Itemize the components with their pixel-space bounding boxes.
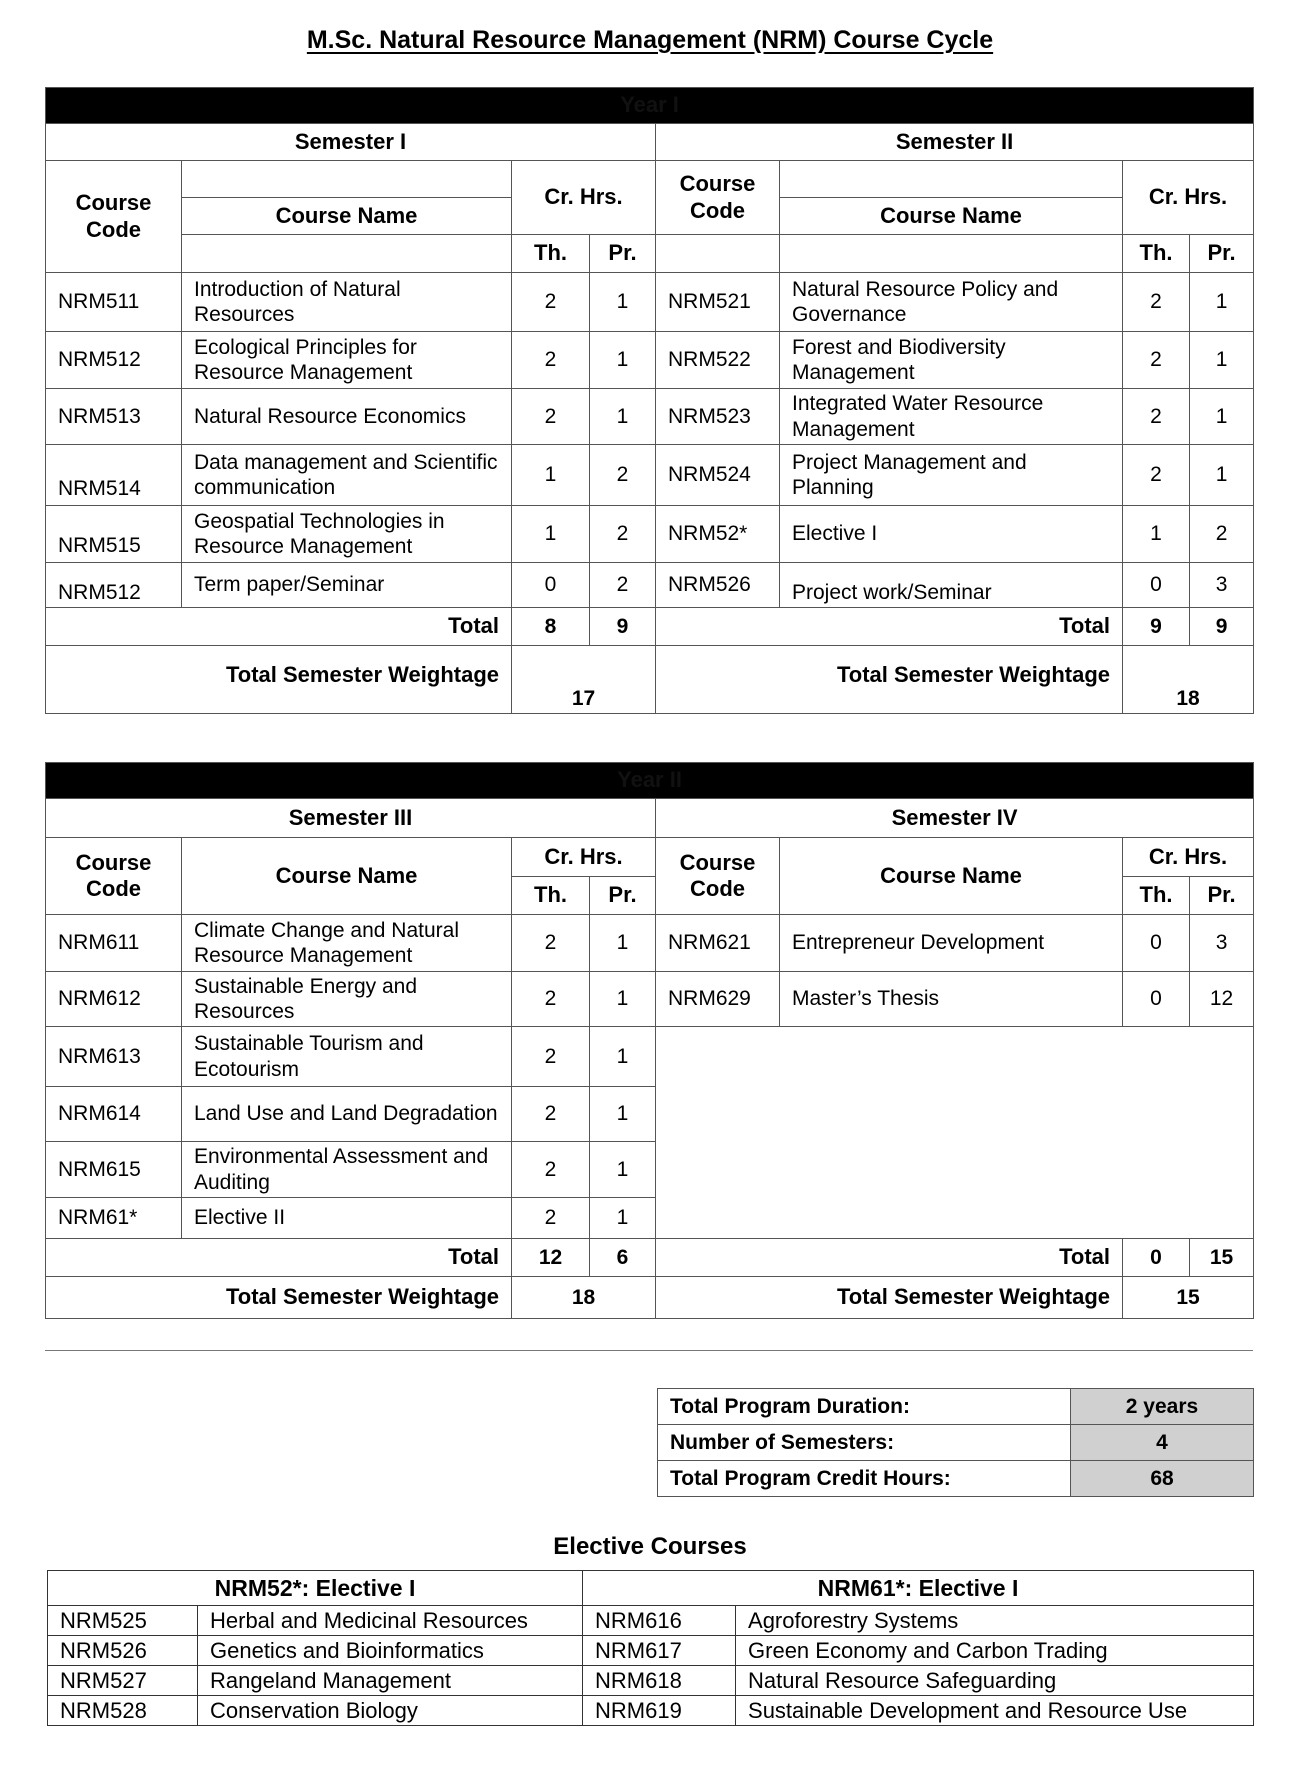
practical-hours: 1 <box>590 1027 656 1087</box>
total-label: Total <box>46 1239 512 1277</box>
weightage-value: 18 <box>512 1277 656 1319</box>
course-code: NRM528 <box>48 1696 198 1726</box>
cr-hrs-header: Cr. Hrs. <box>1123 161 1254 235</box>
total-theory: 12 <box>512 1239 590 1277</box>
theory-hours: 2 <box>512 1142 590 1198</box>
theory-hours: 2 <box>512 915 590 972</box>
course-name: Introduction of Natural Resources <box>182 273 512 332</box>
theory-hours: 1 <box>512 506 590 563</box>
theory-hours: 2 <box>1123 332 1190 389</box>
total-theory: 9 <box>1123 608 1190 646</box>
semester-title: Semester I <box>46 124 656 161</box>
empty-area <box>656 1027 1254 1239</box>
spacer <box>780 235 1123 273</box>
summary-value: 68 <box>1071 1461 1254 1497</box>
weightage-row <box>46 1277 1254 1319</box>
course-name: Project Management and Planning <box>780 445 1123 506</box>
cr-hrs-header: Cr. Hrs. <box>512 838 656 877</box>
weightage-row <box>46 646 1254 714</box>
course-code-header: Course Code <box>656 838 780 915</box>
course-code: NRM514 <box>46 445 182 506</box>
practical-hours: 1 <box>590 915 656 972</box>
theory-hours: 0 <box>1123 563 1190 608</box>
theory-hours: 2 <box>1123 445 1190 506</box>
course-code: NRM527 <box>48 1666 198 1696</box>
course-name: Master’s Thesis <box>780 972 1123 1027</box>
course-name: Environmental Assessment and Auditing <box>182 1142 512 1198</box>
course-code: NRM522 <box>656 332 780 389</box>
table-row <box>48 1636 1254 1666</box>
practical-hours: 1 <box>1190 273 1254 332</box>
theory-hours: 2 <box>1123 389 1190 445</box>
weightage-label: Total Semester Weightage <box>656 646 1123 714</box>
weightage-value: 18 <box>1123 646 1254 714</box>
weightage-label: Total Semester Weightage <box>46 646 512 714</box>
total-label: Total <box>46 608 512 646</box>
course-code-header: Course Code <box>46 161 182 273</box>
weightage-label: Total Semester Weightage <box>656 1277 1123 1319</box>
practical-hours: 2 <box>590 445 656 506</box>
pr-header: Pr. <box>590 877 656 915</box>
course-code: NRM526 <box>48 1636 198 1666</box>
course-name: Rangeland Management <box>198 1666 583 1696</box>
course-code: NRM511 <box>46 273 182 332</box>
table-row <box>46 506 1254 563</box>
spacer <box>656 235 780 273</box>
course-name: Sustainable Development and Resource Use <box>736 1696 1254 1726</box>
summary-label: Total Program Duration: <box>658 1389 1071 1425</box>
practical-hours: 1 <box>590 332 656 389</box>
summary-row <box>658 1389 1254 1425</box>
spacer <box>182 161 512 198</box>
course-code: NRM615 <box>46 1142 182 1198</box>
total-practical: 15 <box>1190 1239 1254 1277</box>
course-name: Project work/Seminar <box>780 563 1123 608</box>
semester-title: Semester III <box>46 799 656 838</box>
th-header: Th. <box>512 877 590 915</box>
course-code: NRM616 <box>583 1606 736 1636</box>
summary-value: 4 <box>1071 1425 1254 1461</box>
course-name-header: Course Name <box>780 198 1123 235</box>
theory-hours: 1 <box>1123 506 1190 563</box>
course-code: NRM617 <box>583 1636 736 1666</box>
course-name: Natural Resource Policy and Governance <box>780 273 1123 332</box>
page-title: M.Sc. Natural Resource Management (NRM) Course Cycle <box>306 26 994 54</box>
course-name: Forest and Biodiversity Management <box>780 332 1123 389</box>
pr-header: Pr. <box>1190 877 1254 915</box>
year-2-table <box>45 762 1254 1319</box>
elective-courses-title: Elective Courses <box>553 1533 747 1560</box>
summary-label: Total Program Credit Hours: <box>658 1461 1071 1497</box>
course-name: Natural Resource Economics <box>182 389 512 445</box>
table-row <box>46 1027 1254 1087</box>
elective-group-title: NRM61*: Elective I <box>583 1571 1254 1606</box>
theory-hours: 2 <box>512 1198 590 1239</box>
course-code: NRM525 <box>48 1606 198 1636</box>
year-label: Year I <box>46 88 1254 124</box>
practical-hours: 1 <box>590 389 656 445</box>
theory-hours: 2 <box>512 1027 590 1087</box>
practical-hours: 1 <box>590 972 656 1027</box>
elective-group-title: NRM52*: Elective I <box>48 1571 583 1606</box>
table-row <box>46 445 1254 506</box>
course-name: Entrepreneur Development <box>780 915 1123 972</box>
total-practical: 6 <box>590 1239 656 1277</box>
course-code: NRM611 <box>46 915 182 972</box>
course-name: Land Use and Land Degradation <box>182 1087 512 1142</box>
course-name: Conservation Biology <box>198 1696 583 1726</box>
course-code: NRM512 <box>46 332 182 389</box>
spacer <box>182 235 512 273</box>
course-name-header: Course Name <box>780 838 1123 915</box>
table-row <box>46 273 1254 332</box>
spacer <box>780 161 1123 198</box>
cr-hrs-header: Cr. Hrs. <box>1123 838 1254 877</box>
course-code: NRM619 <box>583 1696 736 1726</box>
total-theory: 0 <box>1123 1239 1190 1277</box>
course-name: Integrated Water Resource Management <box>780 389 1123 445</box>
elective-table <box>47 1570 1254 1726</box>
course-name: Genetics and Bioinformatics <box>198 1636 583 1666</box>
course-name: Elective II <box>182 1198 512 1239</box>
divider <box>45 1350 1253 1351</box>
course-code-header: Course Code <box>656 161 780 235</box>
course-name: Term paper/Seminar <box>182 563 512 608</box>
practical-hours: 12 <box>1190 972 1254 1027</box>
year-1-table <box>45 87 1254 714</box>
summary-row <box>658 1425 1254 1461</box>
course-code: NRM513 <box>46 389 182 445</box>
practical-hours: 1 <box>1190 389 1254 445</box>
th-header: Th. <box>512 235 590 273</box>
course-name-header: Course Name <box>182 198 512 235</box>
pr-header: Pr. <box>1190 235 1254 273</box>
total-row <box>46 608 1254 646</box>
practical-hours: 1 <box>1190 332 1254 389</box>
program-summary <box>657 1388 1254 1497</box>
table-row <box>48 1696 1254 1726</box>
course-name: Sustainable Tourism and Ecotourism <box>182 1027 512 1087</box>
practical-hours: 2 <box>590 506 656 563</box>
total-practical: 9 <box>1190 608 1254 646</box>
course-name: Elective I <box>780 506 1123 563</box>
weightage-label: Total Semester Weightage <box>46 1277 512 1319</box>
summary-row <box>658 1461 1254 1497</box>
course-code: NRM614 <box>46 1087 182 1142</box>
theory-hours: 0 <box>512 563 590 608</box>
theory-hours: 2 <box>512 972 590 1027</box>
course-code: NRM618 <box>583 1666 736 1696</box>
total-label: Total <box>656 608 1123 646</box>
course-code: NRM512 <box>46 563 182 608</box>
theory-hours: 2 <box>512 332 590 389</box>
th-header: Th. <box>1123 235 1190 273</box>
course-code-header: Course Code <box>46 838 182 915</box>
practical-hours: 3 <box>1190 563 1254 608</box>
weightage-value: 17 <box>512 646 656 714</box>
pr-header: Pr. <box>590 235 656 273</box>
course-name: Agroforestry Systems <box>736 1606 1254 1636</box>
course-code: NRM521 <box>656 273 780 332</box>
theory-hours: 2 <box>512 389 590 445</box>
year-label: Year II <box>46 763 1254 799</box>
practical-hours: 2 <box>590 563 656 608</box>
course-code: NRM612 <box>46 972 182 1027</box>
th-header: Th. <box>1123 877 1190 915</box>
theory-hours: 2 <box>512 1087 590 1142</box>
course-code: NRM629 <box>656 972 780 1027</box>
total-row <box>46 1239 1254 1277</box>
cr-hrs-header: Cr. Hrs. <box>512 161 656 235</box>
course-name: Sustainable Energy and Resources <box>182 972 512 1027</box>
table-row <box>46 332 1254 389</box>
theory-hours: 1 <box>512 445 590 506</box>
summary-value: 2 years <box>1071 1389 1254 1425</box>
theory-hours: 2 <box>1123 273 1190 332</box>
semester-title: Semester II <box>656 124 1254 161</box>
table-row <box>48 1606 1254 1636</box>
total-theory: 8 <box>512 608 590 646</box>
practical-hours: 1 <box>1190 445 1254 506</box>
course-name-header: Course Name <box>182 838 512 915</box>
course-code: NRM613 <box>46 1027 182 1087</box>
course-name: Climate Change and Natural Resource Management <box>182 915 512 972</box>
course-name: Data management and Scientific communication <box>182 445 512 506</box>
total-label: Total <box>656 1239 1123 1277</box>
course-code: NRM515 <box>46 506 182 563</box>
course-code: NRM61* <box>46 1198 182 1239</box>
course-name: Ecological Principles for Resource Management <box>182 332 512 389</box>
theory-hours: 2 <box>512 273 590 332</box>
course-name: Herbal and Medicinal Resources <box>198 1606 583 1636</box>
semester-title: Semester IV <box>656 799 1254 838</box>
course-code: NRM526 <box>656 563 780 608</box>
summary-label: Number of Semesters: <box>658 1425 1071 1461</box>
practical-hours: 1 <box>590 273 656 332</box>
course-name: Natural Resource Safeguarding <box>736 1666 1254 1696</box>
table-row <box>46 389 1254 445</box>
course-code: NRM52* <box>656 506 780 563</box>
table-row <box>46 915 1254 972</box>
theory-hours: 0 <box>1123 972 1190 1027</box>
weightage-value: 15 <box>1123 1277 1254 1319</box>
course-name: Geospatial Technologies in Resource Management <box>182 506 512 563</box>
course-code: NRM523 <box>656 389 780 445</box>
table-row <box>46 563 1254 608</box>
table-row <box>46 972 1254 1027</box>
practical-hours: 2 <box>1190 506 1254 563</box>
table-row <box>48 1666 1254 1696</box>
course-name: Green Economy and Carbon Trading <box>736 1636 1254 1666</box>
course-code: NRM524 <box>656 445 780 506</box>
course-code: NRM621 <box>656 915 780 972</box>
total-practical: 9 <box>590 608 656 646</box>
practical-hours: 1 <box>590 1198 656 1239</box>
theory-hours: 0 <box>1123 915 1190 972</box>
practical-hours: 1 <box>590 1087 656 1142</box>
practical-hours: 3 <box>1190 915 1254 972</box>
practical-hours: 1 <box>590 1142 656 1198</box>
